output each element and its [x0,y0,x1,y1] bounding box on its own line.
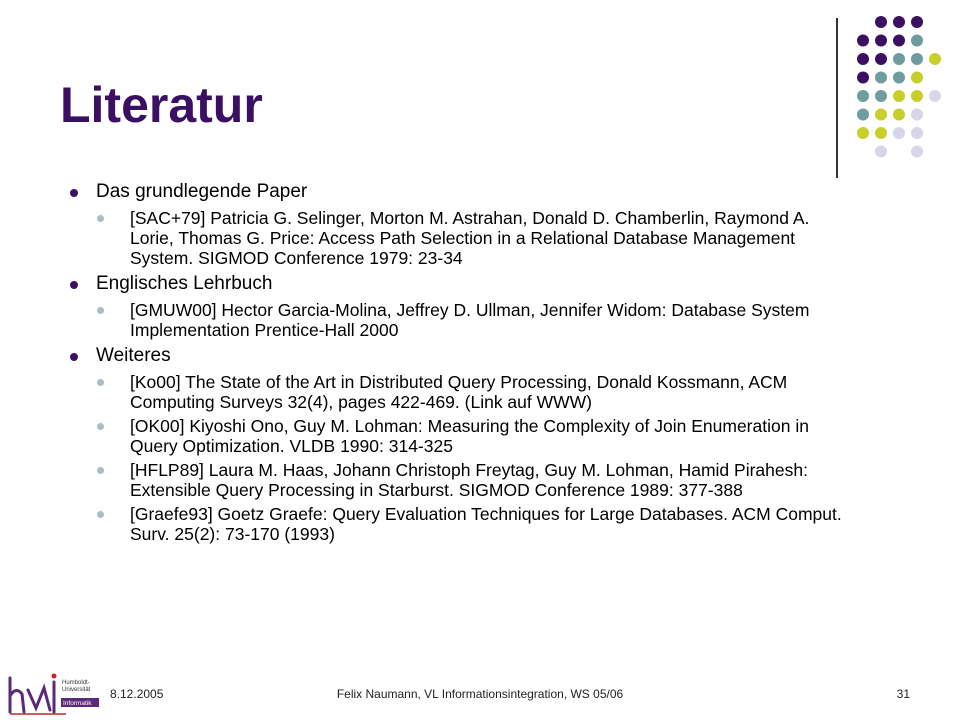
section-heading [70,344,850,368]
decorative-dot [857,72,869,84]
decorative-dot [875,127,887,139]
decorative-dot [875,109,887,121]
decorative-dot [857,53,869,65]
decorative-dot [875,72,887,84]
logo-text-line3: Informatik [63,700,92,707]
decorative-dot [911,35,923,47]
reference-item [70,300,850,340]
reference-item [70,460,850,500]
bullet-icon [97,215,104,222]
decorative-dot [911,16,923,28]
decorative-dot [893,53,905,65]
slide-title: Literatur [60,77,263,133]
section-further [70,344,850,544]
decorative-dot [893,35,905,47]
decorative-dot [857,90,869,102]
reference-item [70,372,850,412]
decorative-dot [875,146,887,158]
section-heading [70,272,850,296]
decorative-dot [875,90,887,102]
decorative-dot [875,16,887,28]
bullet-icon [70,189,78,197]
logo-text-line1: Humboldt- [62,680,90,686]
decorative-dot [911,146,923,158]
reference-item [70,416,850,456]
decorative-dot [929,53,941,65]
section-heading-text: Englisches Lehrbuch [96,273,273,294]
section-textbook [70,272,850,340]
decorative-dot [893,127,905,139]
footer-page-number: 31 [896,687,910,701]
reference-text: [GMUW00] Hector Garcia-Molina, Jeffrey D. Ullman, Jennifer Widom: Database System Implementation Prentice-Hall 2000 [130,300,810,340]
reference-text: [OK00] Kiyoshi Ono, Guy M. Lohman: Measuring the Complexity of Join Enumeration in Query Optimization. VLDB 1990: 314-325 [130,416,809,456]
decorative-dot [893,72,905,84]
decorative-dot [911,127,923,139]
section-heading [70,180,850,204]
decorative-dot [911,109,923,121]
decorative-dot [911,90,923,102]
reference-text: [HFLP89] Laura M. Haas, Johann Christoph Freytag, Guy M. Lohman, Hamid Pirahesh: Extensible Query Processing in Starburst. SIGMOD Conference 1989: 377-388 [130,460,808,500]
bullet-icon [97,307,104,314]
bullet-icon [97,423,104,430]
reference-text: [Ko00] The State of the Art in Distributed Query Processing, Donald Kossmann, ACM Computing Surveys 32(4), pages 422-469. (Link auf WWW) [130,372,788,412]
decorative-dot [857,35,869,47]
reference-item [70,504,850,544]
decorative-dot [875,53,887,65]
slide-content [70,180,850,548]
footer-author: Felix Naumann, VL Informationsintegration, WS 05/06 [336,687,624,701]
reference-item [70,208,850,268]
section-heading-text: Weiteres [96,345,171,366]
decorative-dot [875,35,887,47]
bullet-icon [97,379,104,386]
decorative-dot [893,90,905,102]
bullet-icon [97,467,104,474]
footer-date: 8.12.2005 [110,687,164,701]
decorative-dot [929,90,941,102]
decorative-dot [893,109,905,121]
decorative-dot [911,72,923,84]
section-paper [70,180,850,268]
bullet-icon [70,281,78,289]
decorative-dot [857,127,869,139]
reference-text: [Graefe93] Goetz Graefe: Query Evaluation Techniques for Large Databases. ACM Comput. Surv. 25(2): 73-170 (1993) [130,504,842,544]
decorative-vertical-line [836,18,838,178]
logo-text-line2: Universität [62,687,91,693]
decorative-dot [857,109,869,121]
decorative-dot [893,16,905,28]
bullet-icon [70,353,78,361]
decorative-dot [911,53,923,65]
reference-text: [SAC+79] Patricia G. Selinger, Morton M. Astrahan, Donald D. Chamberlin, Raymond A. Lorie, Thomas G. Price: Access Path Selection in a Relational Database Management System. SIGMOD Conference 1979: 23-34 [130,208,810,268]
section-heading-text: Das grundlegende Paper [96,181,308,202]
bullet-icon [97,511,104,518]
